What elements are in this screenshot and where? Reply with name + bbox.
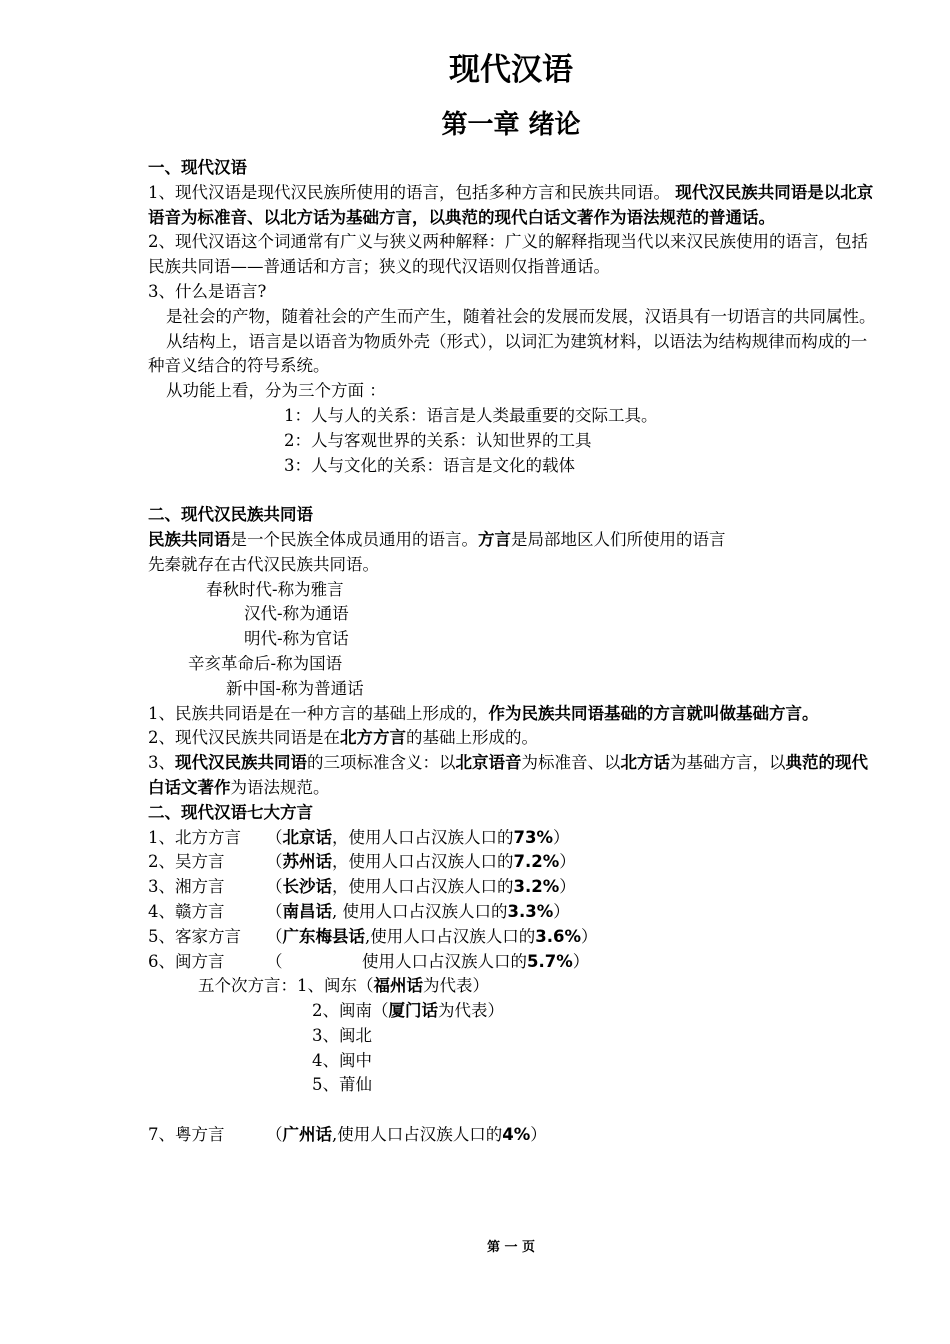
text-run: ，使用人口占汉族人口的	[332, 827, 514, 847]
text-run: （	[266, 901, 283, 921]
text-run: 为基础方言，以	[670, 753, 786, 773]
dialect-row	[148, 925, 883, 950]
document-title: 现代汉语	[449, 52, 573, 88]
bold-text: 苏州话	[282, 852, 332, 872]
paragraph	[148, 528, 883, 553]
paragraph: 先秦就存在古代汉民族共同语。	[148, 554, 379, 574]
paragraph	[148, 181, 883, 231]
text-run: 为语法规范。	[230, 777, 330, 797]
text-run: ）	[530, 1125, 547, 1145]
percent-value: 7.2%	[513, 852, 560, 872]
text-run: （	[266, 926, 283, 946]
list-item: 汉代-称为通语	[244, 604, 349, 624]
paragraph: 3、什么是语言?	[148, 281, 267, 301]
percent-value: 3.3%	[507, 901, 554, 921]
text-run: 使用人口占汉族人口的	[362, 951, 527, 971]
sub-dialect-row	[148, 999, 883, 1024]
paragraph	[148, 702, 883, 727]
bold-text: 长沙话	[282, 877, 332, 897]
document-body	[148, 156, 883, 1148]
dialect-name: 7、粤方言	[148, 1125, 225, 1145]
spacer	[148, 478, 883, 503]
dialect-row	[148, 875, 883, 900]
text-run: （	[266, 827, 283, 847]
dialect-row	[148, 900, 883, 925]
section-heading: 二、现代汉语七大方言	[148, 802, 313, 822]
dialect-name: 5、客家方言	[148, 926, 241, 946]
text-run: ）	[581, 926, 598, 946]
list-item: 辛亥革命后-称为国语	[188, 653, 343, 673]
sub-dialect-row: 3、闽北	[312, 1025, 372, 1045]
bold-text: 广州话	[282, 1125, 332, 1145]
bold-text: 广东梅县话	[282, 926, 365, 946]
bold-text: 现代汉民族共同语	[175, 753, 307, 773]
text-run: ，使用人口占汉族人口的	[332, 877, 514, 897]
bold-text: 北京话	[282, 827, 332, 847]
text-run: 1、闽东（	[297, 976, 374, 996]
text-run: ）	[553, 901, 570, 921]
text-run: （	[266, 852, 283, 872]
text-run: 是一个民族全体成员通用的语言。	[230, 529, 478, 549]
bold-text: 典范的现代白话文著作	[148, 753, 868, 797]
sub-dialect-row	[148, 974, 883, 999]
text-run: 1、民族共同语是在一种方言的基础上形成的，	[148, 703, 489, 723]
chapter-title: 第一章 绪论	[441, 110, 581, 140]
paragraph: 2、现代汉语这个词通常有广义与狭义两种解释：广义的解释指现当代以来汉民族使用的语言，包括民族共同语——普通话和方言；狭义的现代汉语则仅指普通话。	[148, 232, 868, 277]
text-run: 1、现代汉语是现代汉民族所使用的语言，包括多种方言和民族共同语。	[148, 182, 670, 202]
bold-text: 北方方言	[340, 728, 406, 748]
bold-text: 方言	[478, 529, 511, 549]
dialect-name: 6、闽方言	[148, 951, 225, 971]
dialect-row	[148, 1123, 883, 1148]
text-run: 的基础上形成的。	[406, 728, 538, 748]
bold-text: 民族共同语	[148, 529, 231, 549]
text-run: 2、现代汉民族共同语是在	[148, 728, 340, 748]
bold-text: 厦门话	[388, 1001, 438, 1021]
percent-value: 73%	[513, 827, 553, 847]
text-run: （	[266, 877, 283, 897]
sub-dialect-row: 5、莆仙	[312, 1075, 372, 1095]
list-item: 明代-称为官话	[244, 629, 349, 649]
list-item: 2：人与客观世界的关系：认知世界的工具	[284, 430, 592, 450]
text-run: 的三项标准含义：以	[307, 753, 456, 773]
dialect-row	[148, 950, 883, 975]
list-item: 新中国-称为普通话	[226, 678, 364, 698]
section-heading: 二、现代汉民族共同语	[148, 505, 313, 525]
bold-text: 南昌话	[282, 901, 332, 921]
text-run: ）	[559, 877, 576, 897]
text-run: （	[266, 951, 283, 971]
bold-text: 北方话	[620, 753, 670, 773]
text-run: ）	[559, 852, 576, 872]
paragraph	[148, 751, 883, 801]
paragraph	[148, 726, 883, 751]
text-run: ,使用人口占汉族人口的	[365, 926, 536, 946]
text-run: 2、闽南（	[312, 1001, 389, 1021]
paragraph: 是社会的产物，随着社会的产生而产生，随着社会的发展而发展，汉语具有一切语言的共同属性。	[166, 306, 876, 326]
list-item: 1：人与人的关系：语言是人类最重要的交际工具。	[284, 405, 658, 425]
text-run: ）	[572, 951, 590, 971]
paragraph: 从结构上，语言是以语音为物质外壳（形式），以词汇为建筑材料，以语法为结构规律而构成的一种音义结合的符号系统。	[148, 331, 868, 376]
text-run: 为标准音、以	[521, 753, 621, 773]
dialect-row	[148, 850, 883, 875]
text-run: 是局部地区人们所使用的语言	[511, 529, 726, 549]
bold-text: 福州话	[373, 976, 423, 996]
dialect-name: 3、湘方言	[148, 877, 225, 897]
list-item: 春秋时代-称为雅言	[206, 579, 344, 599]
text-run: 为代表）	[423, 976, 489, 996]
dialect-name: 2、吴方言	[148, 852, 225, 872]
percent-value: 3.6%	[535, 926, 582, 946]
spacer	[148, 1098, 883, 1123]
text-run: （	[266, 1125, 283, 1145]
bold-text: 北京语音	[455, 753, 522, 773]
bold-text: 作为民族共同语基础的方言就叫做基础方言。	[488, 703, 819, 723]
text-run: ，使用人口占汉族人口的	[332, 852, 514, 872]
percent-value: 3.2%	[513, 877, 560, 897]
dialect-name: 4、赣方言	[148, 901, 225, 921]
text-run: ）	[553, 827, 570, 847]
dialect-name: 1、北方方言	[148, 827, 241, 847]
section-heading: 一、现代汉语	[148, 158, 247, 177]
sub-dialect-row: 4、闽中	[312, 1050, 372, 1070]
bold-text: 现代汉民族共同语是以北京语音为标准音、以北方话为基础方言，以典范的现代白话文著作为语法规范的普通话。	[148, 182, 874, 227]
dialect-row	[148, 826, 883, 851]
text-run: 3、	[148, 753, 175, 773]
list-item: 3：人与文化的关系：语言是文化的载体	[284, 455, 575, 475]
text-run: ,使用人口占汉族人口的	[332, 1125, 503, 1145]
percent-value: 4%	[502, 1125, 531, 1145]
paragraph: 从功能上看，分为三个方面 ：	[166, 381, 386, 401]
sub-dialect-label: 五个次方言：	[198, 976, 297, 996]
page-number: 第 一 页	[486, 1240, 536, 1255]
percent-value: 5.7%	[527, 951, 573, 971]
text-run: 为代表）	[438, 1001, 504, 1021]
text-run: , 使用人口占汉族人口的	[332, 901, 508, 921]
